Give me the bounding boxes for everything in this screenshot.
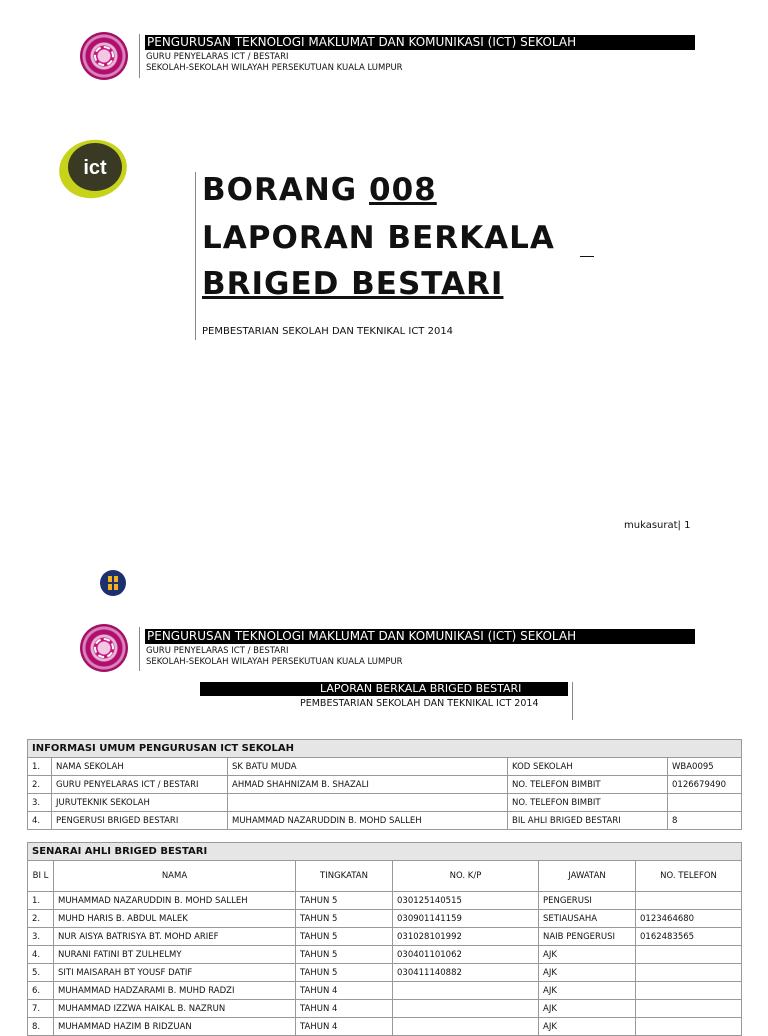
cell-tingkatan: TAHUN 4	[296, 982, 393, 1000]
info-value	[228, 794, 508, 812]
table-row	[28, 812, 742, 830]
cell-nama: MUHAMMAD HADZARAMI B. MUHD RADZI	[54, 982, 296, 1000]
borang-line	[202, 172, 437, 208]
table-row	[28, 1018, 742, 1036]
cell-bil: 2.	[28, 910, 54, 928]
table-row	[28, 1000, 742, 1018]
table-row	[28, 982, 742, 1000]
cell-tingkatan: TAHUN 4	[296, 1000, 393, 1018]
cover-title-line-2	[202, 220, 555, 256]
cell-nokp: 030411140882	[393, 964, 539, 982]
cell-telefon: 0162483565	[636, 928, 742, 946]
cell-nokp	[393, 1000, 539, 1018]
jpn-logo-icon	[80, 32, 128, 80]
cell-bil: 6.	[28, 982, 54, 1000]
cell-nokp: 030125140515	[393, 892, 539, 910]
table-row	[28, 964, 742, 982]
cell-bil: 8.	[28, 1018, 54, 1036]
header-title-2: PENGURUSAN TEKNOLOGI MAKLUMAT DAN KOMUNIKASI (ICT) SEKOLAH	[145, 629, 695, 644]
cell-nokp: 030901141159	[393, 910, 539, 928]
cell-nama: NURANI FATINI BT ZULHELMY	[54, 946, 296, 964]
col-tingkatan: TINGKATAN	[296, 861, 393, 892]
col-bil: BI L	[28, 861, 54, 892]
cell-telefon	[636, 946, 742, 964]
members-heading: SENARAI AHLI BRIGED BESTARI	[28, 843, 742, 861]
report-divider	[572, 682, 573, 720]
header-line-1: GURU PENYELARAS ICT / BESTARI	[146, 52, 289, 62]
info-value-2: WBA0095	[668, 758, 742, 776]
title-underline	[580, 256, 594, 257]
info-label: GURU PENYELARAS ICT / BESTARI	[52, 776, 228, 794]
header-line-2: SEKOLAH-SEKOLAH WILAYAH PERSEKUTUAN KUALA LUMPUR	[146, 63, 403, 73]
cell-nokp	[393, 982, 539, 1000]
cell-tingkatan: TAHUN 5	[296, 946, 393, 964]
cell-tingkatan: TAHUN 4	[296, 1018, 393, 1036]
info-no: 4.	[28, 812, 52, 830]
info-heading: INFORMASI UMUM PENGURUSAN ICT SEKOLAH	[28, 740, 742, 758]
info-value-2	[668, 794, 742, 812]
cell-nokp: 030401101062	[393, 946, 539, 964]
info-label: JURUTEKNIK SEKOLAH	[52, 794, 228, 812]
cell-tingkatan: TAHUN 5	[296, 964, 393, 982]
col-telefon: NO. TELEFON	[636, 861, 742, 892]
cell-nokp: 031028101992	[393, 928, 539, 946]
info-label-2: BIL AHLI BRIGED BESTARI	[508, 812, 668, 830]
col-nokp: NO. K/P	[393, 861, 539, 892]
ict-logo-icon	[58, 137, 132, 199]
cover-divider	[195, 172, 196, 340]
info-no: 1.	[28, 758, 52, 776]
page-number: mukasurat| 1	[624, 520, 691, 531]
info-label-2: NO. TELEFON BIMBIT	[508, 776, 668, 794]
table-row	[28, 910, 742, 928]
table-row	[28, 794, 742, 812]
cell-nama: MUHAMMAD NAZARUDDIN B. MOHD SALLEH	[54, 892, 296, 910]
info-no: 3.	[28, 794, 52, 812]
cell-telefon: 0123464680	[636, 910, 742, 928]
cover-title-laporan: LAPORAN BERKALA	[202, 220, 555, 256]
borang-label: BORANG	[202, 172, 370, 208]
table-row	[28, 892, 742, 910]
header-line-1-2: GURU PENYELARAS ICT / BESTARI	[146, 646, 289, 656]
cell-jawatan: AJK	[539, 1000, 636, 1018]
header-divider-2	[139, 627, 140, 671]
info-no: 2.	[28, 776, 52, 794]
cell-bil: 1.	[28, 892, 54, 910]
cell-tingkatan: TAHUN 5	[296, 910, 393, 928]
info-table	[27, 739, 742, 830]
ict-logo-text: ict	[83, 157, 107, 179]
cell-telefon	[636, 964, 742, 982]
info-value: MUHAMMAD NAZARUDDIN B. MOHD SALLEH	[228, 812, 508, 830]
cell-telefon	[636, 892, 742, 910]
cell-nokp	[393, 1018, 539, 1036]
cell-nama: MUHAMMAD IZZWA HAIKAL B. NAZRUN	[54, 1000, 296, 1018]
info-value-2: 0126679490	[668, 776, 742, 794]
cell-bil: 7.	[28, 1000, 54, 1018]
cell-nama: MUHD HARIS B. ABDUL MALEK	[54, 910, 296, 928]
col-nama: NAMA	[54, 861, 296, 892]
cell-jawatan: AJK	[539, 1018, 636, 1036]
members-table	[27, 842, 742, 1036]
cell-bil: 4.	[28, 946, 54, 964]
info-label: PENGERUSI BRIGED BESTARI	[52, 812, 228, 830]
table-row	[28, 758, 742, 776]
cell-jawatan: NAIB PENGERUSI	[539, 928, 636, 946]
cover-title-line-3: BRIGED BESTARI	[202, 266, 504, 302]
cell-nama: MUHAMMAD HAZIM B RIDZUAN	[54, 1018, 296, 1036]
header-line-2-2: SEKOLAH-SEKOLAH WILAYAH PERSEKUTUAN KUALA LUMPUR	[146, 657, 403, 667]
cell-telefon	[636, 982, 742, 1000]
table-row	[28, 946, 742, 964]
cell-nama: NUR AISYA BATRISYA BT. MOHD ARIEF	[54, 928, 296, 946]
report-subtitle: PEMBESTARIAN SEKOLAH DAN TEKNIKAL ICT 2014	[300, 698, 539, 709]
header-divider	[139, 34, 140, 78]
report-title: LAPORAN BERKALA BRIGED BESTARI	[320, 682, 522, 695]
table-row	[28, 776, 742, 794]
borang-number: 008	[369, 172, 437, 208]
info-value-2: 8	[668, 812, 742, 830]
header-title: PENGURUSAN TEKNOLOGI MAKLUMAT DAN KOMUNIKASI (ICT) SEKOLAH	[145, 35, 695, 50]
cell-tingkatan: TAHUN 5	[296, 928, 393, 946]
info-label-2: NO. TELEFON BIMBIT	[508, 794, 668, 812]
cell-jawatan: SETIAUSAHA	[539, 910, 636, 928]
cell-bil: 5.	[28, 964, 54, 982]
cover-subtitle: PEMBESTARIAN SEKOLAH DAN TEKNIKAL ICT 2014	[202, 326, 454, 337]
institution-logo-icon	[99, 569, 127, 597]
table-row	[28, 928, 742, 946]
cell-telefon	[636, 1018, 742, 1036]
cell-jawatan: AJK	[539, 946, 636, 964]
cell-jawatan: AJK	[539, 982, 636, 1000]
cell-tingkatan: TAHUN 5	[296, 892, 393, 910]
info-label: NAMA SEKOLAH	[52, 758, 228, 776]
cell-telefon	[636, 1000, 742, 1018]
info-label-2: KOD SEKOLAH	[508, 758, 668, 776]
col-jawatan: JAWATAN	[539, 861, 636, 892]
cell-bil: 3.	[28, 928, 54, 946]
cell-jawatan: AJK	[539, 964, 636, 982]
jpn-logo-icon-2	[80, 624, 128, 672]
members-header-row	[28, 861, 742, 892]
info-value: SK BATU MUDA	[228, 758, 508, 776]
info-value: AHMAD SHAHNIZAM B. SHAZALI	[228, 776, 508, 794]
cell-nama: SITI MAISARAH BT YOUSF DATIF	[54, 964, 296, 982]
cell-jawatan: PENGERUSI	[539, 892, 636, 910]
